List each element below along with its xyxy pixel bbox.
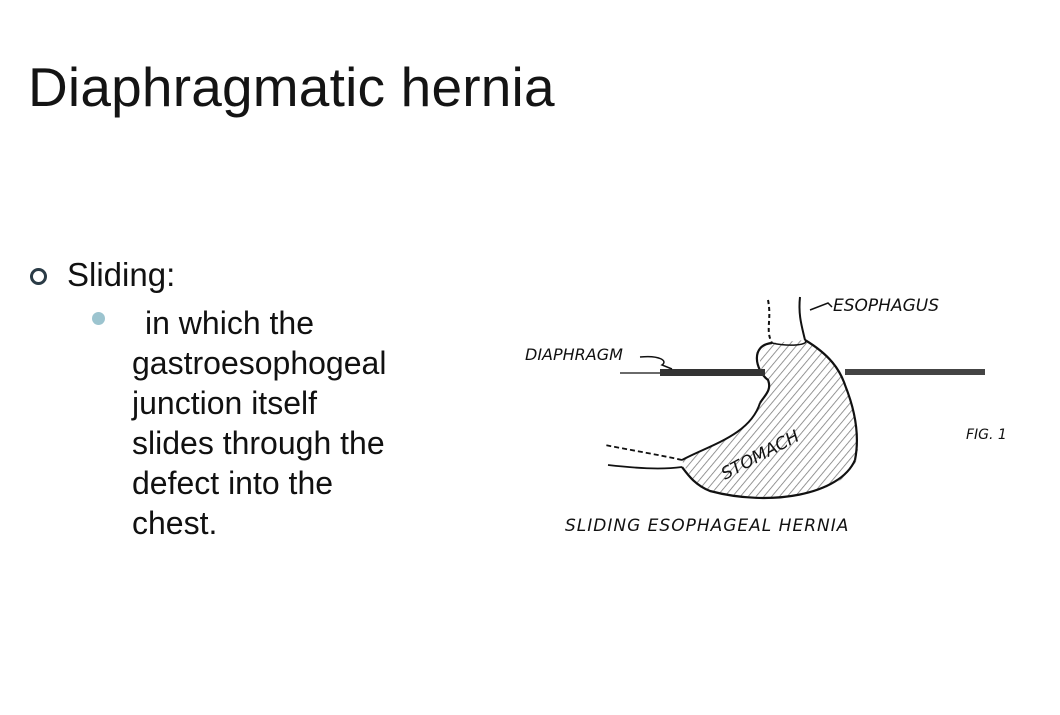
esophagus-right-wall xyxy=(799,297,805,340)
sub-bullet-line: chest. xyxy=(132,505,218,541)
esophagus-left-wall xyxy=(768,300,772,343)
diaphragm-pointer xyxy=(640,357,672,369)
diaphragm-right xyxy=(845,369,985,375)
hernia-drawing xyxy=(510,285,1030,550)
bullet-level-1 xyxy=(30,255,175,295)
esophagus-pointer xyxy=(810,303,832,310)
sub-bullet-line: slides through the xyxy=(132,425,385,461)
bullet-text: Sliding: xyxy=(67,256,176,293)
fig-number-label: FIG. 1 xyxy=(966,427,1007,443)
sub-bullet-line: junction itself xyxy=(132,385,317,421)
slide-title: Diaphragmatic hernia xyxy=(28,56,555,118)
dot-bullet-icon xyxy=(92,312,105,325)
hernia-illustration xyxy=(510,285,1030,550)
figure-caption: SLIDING ESOPHAGEAL HERNIA xyxy=(565,516,850,536)
ring-bullet-icon xyxy=(30,268,47,285)
sub-bullet-line: defect into the xyxy=(132,465,334,501)
sub-bullet-text xyxy=(132,303,512,543)
esophagus-label: ESOPHAGUS xyxy=(833,296,939,316)
sub-bullet-line: gastroesophogeal xyxy=(132,345,387,381)
diaphragm-label: DIAPHRAGM xyxy=(525,345,623,364)
stomach-label: STOMACH xyxy=(717,426,803,485)
sub-bullet-line: in which the xyxy=(145,305,314,341)
diaphragm-left xyxy=(660,369,765,376)
